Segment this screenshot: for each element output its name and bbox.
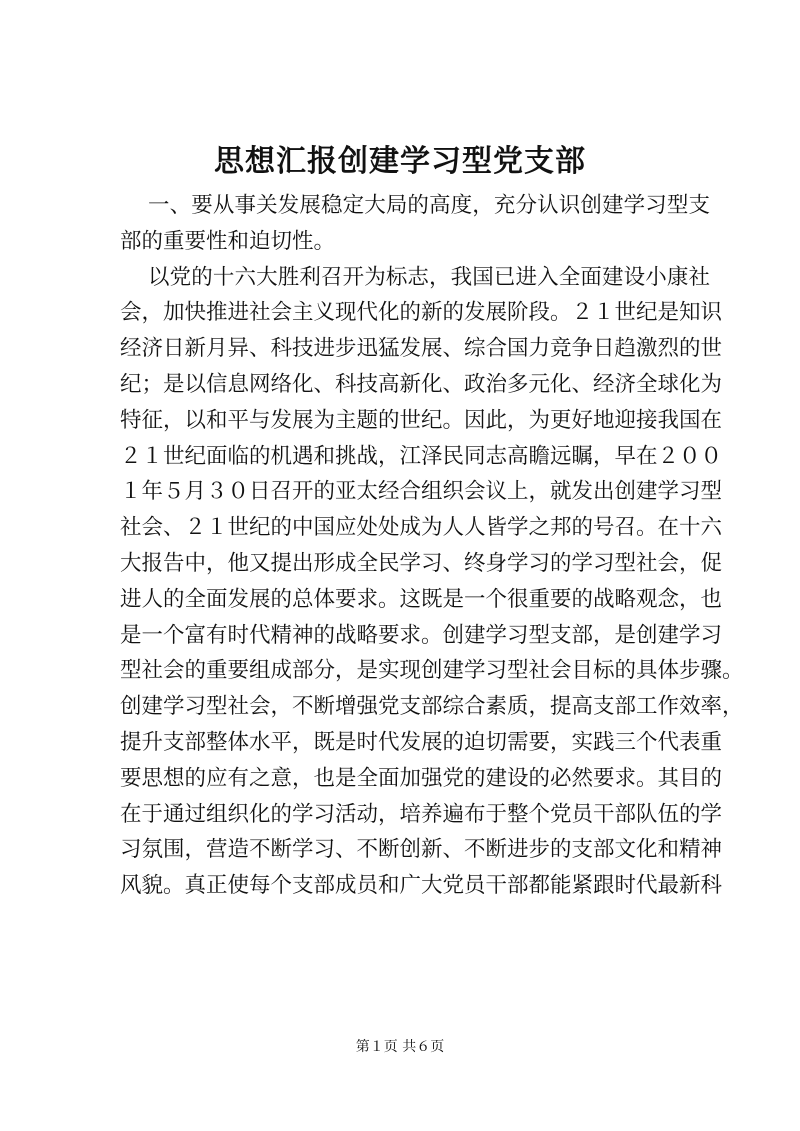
body-line: 型社会的重要组成部分，是实现创建学习型社会目标的具体步骤。 <box>120 658 744 684</box>
body-line: 部的重要性和迫切性。 <box>120 228 336 254</box>
body-line: 大报告中，他又提出形成全民学习、终身学习的学习型社会，促 <box>120 550 723 576</box>
body-line: 风貌。真正使每个支部成员和广大党员干部都能紧跟时代最新科 <box>120 873 723 899</box>
body-line: 提升支部整体水平，既是时代发展的迫切需要，实践三个代表重 <box>120 729 723 755</box>
body-line: 习氛围，营造不断学习、不断创新、不断进步的支部文化和精神 <box>120 837 723 863</box>
body-line: 社会、２１世纪的中国应处处成为人人皆学之邦的号召。在十六 <box>120 515 723 541</box>
document-title: 思想汇报创建学习型党支部 <box>214 144 586 179</box>
body-line: 纪；是以信息网络化、科技高新化、政治多元化、经济全球化为 <box>120 371 723 397</box>
body-line: 在于通过组织化的学习活动，培养遍布于整个党员干部队伍的学 <box>120 801 723 827</box>
body-line: 是一个富有时代精神的战略要求。创建学习型支部，是创建学习 <box>120 622 723 648</box>
page-number: 第１页 共６页 <box>355 1039 445 1055</box>
document-body <box>120 188 744 904</box>
body-line: 特征，以和平与发展为主题的世纪。因此，为更好地迎接我国在 <box>120 407 723 433</box>
body-line: ２１世纪面临的机遇和挑战，江泽民同志高瞻远瞩，早在２００ <box>120 443 723 469</box>
body-line: 创建学习型社会，不断增强党支部综合素质，提高支部工作效率， <box>120 694 744 720</box>
body-line: １年５月３０日召开的亚太经合组织会议上，就发出创建学习型 <box>120 479 723 505</box>
body-line: 经济日新月异、科技进步迅猛发展、综合国力竞争日趋激烈的世 <box>120 336 723 362</box>
body-line: 要思想的应有之意，也是全面加强党的建设的必然要求。其目的 <box>120 765 723 791</box>
body-line: 以党的十六大胜利召开为标志，我国已进入全面建设小康社 <box>148 264 710 290</box>
body-line: 一、要从事关发展稳定大局的高度，充分认识创建学习型支 <box>148 193 710 218</box>
body-line: 进人的全面发展的总体要求。这既是一个很重要的战略观念，也 <box>120 586 723 612</box>
body-line: 会，加快推进社会主义现代化的新的发展阶段。２１世纪是知识 <box>120 300 723 326</box>
